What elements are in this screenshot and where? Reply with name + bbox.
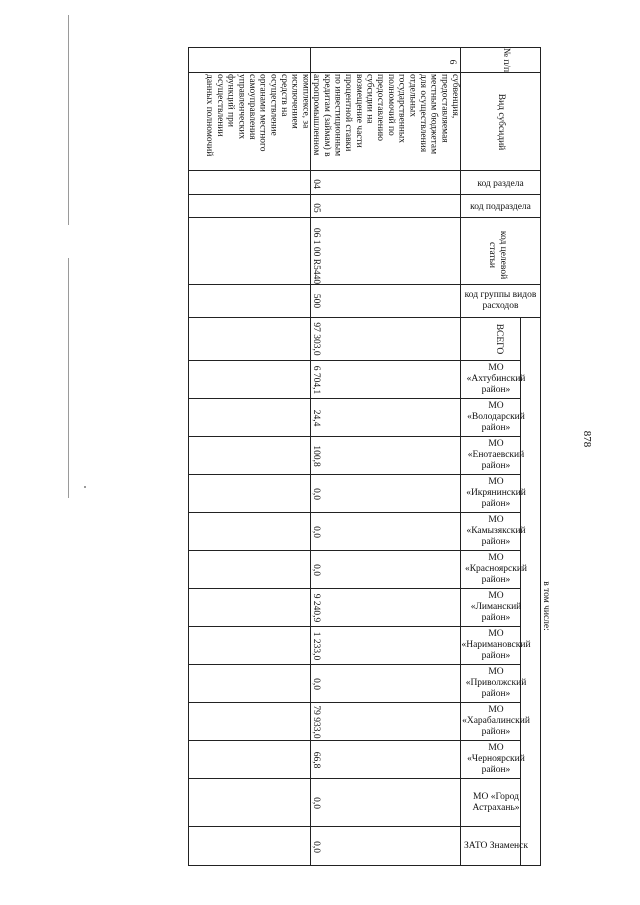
description-line: данных полномочий — [204, 74, 215, 157]
municipality-header: МО «Приволжский район» — [465, 667, 527, 699]
description-line: средств на — [279, 74, 289, 117]
scan-vertical-line — [68, 15, 69, 225]
description-line: субсидии на — [364, 74, 375, 124]
description-line: предоставлению — [375, 74, 386, 142]
header-total: ВСЕГО — [494, 323, 504, 355]
row-total: 97 303,0 — [311, 322, 321, 356]
municipality-header: МО «Харабалинский район» — [462, 705, 530, 737]
value-cell: 0,0 — [311, 564, 321, 576]
municipality-header: МО «Ахтубинский район» — [466, 363, 526, 395]
description-line: кредитам (займам) в — [321, 74, 332, 157]
scan-vertical-line — [68, 258, 69, 498]
municipality-header: МО «Камызякский район» — [466, 515, 526, 547]
row-target-code: 06 1 00 R5440 — [311, 227, 321, 285]
municipality-header: МО «Город Астрахань» — [472, 791, 520, 813]
row-num: 6 — [447, 59, 457, 65]
municipality-header: МО «Володарский район» — [467, 401, 525, 433]
header-target-code: код целевой статьи — [487, 230, 508, 280]
value-cell: 0,0 — [311, 841, 321, 853]
value-cell: 0,0 — [311, 797, 321, 809]
value-cell: 100,8 — [311, 445, 321, 467]
value-cell: 0,0 — [311, 526, 321, 538]
row-subsection-code: 05 — [311, 203, 321, 213]
value-cell: 1 233,0 — [311, 631, 321, 661]
description-line: возмещение части — [353, 74, 364, 148]
description-line: процентной ставки — [343, 74, 354, 152]
header-subsidy-type: Вид субсидий — [496, 93, 506, 151]
description-line: по инвестиционным — [332, 74, 343, 157]
value-cell: 6 704,1 — [311, 365, 321, 395]
description-line: для осуществления — [417, 74, 428, 153]
header-num: № п/п — [501, 47, 511, 73]
header-expense-group-code: код группы видов расходов — [464, 290, 537, 311]
municipality-header: МО «Наримановский район» — [461, 629, 531, 661]
municipality-header: МО «Черноярский район» — [467, 743, 525, 775]
value-cell: 9 240,9 — [311, 593, 321, 623]
value-cell: 24,4 — [311, 409, 321, 427]
description-line: исключением — [289, 74, 300, 129]
header-including: в том числе: — [541, 581, 551, 631]
value-cell: 66,8 — [311, 751, 321, 769]
header-section-code: код раздела — [477, 178, 524, 189]
description-line: осуществлении — [214, 74, 225, 137]
description-line: государственных — [396, 74, 407, 144]
municipality-header: МО «Икрянинский район» — [466, 477, 526, 509]
description-line: комплексе, за — [300, 74, 311, 129]
row-expense-group-code: 500 — [311, 293, 321, 309]
municipality-header: ЗАТО Знаменск — [464, 841, 528, 851]
municipality-header: МО «Лиманский район» — [470, 591, 522, 623]
description-line: органами местного — [257, 74, 268, 152]
municipality-header: МО «Енотаевский район» — [467, 439, 525, 471]
description-line: управленческих — [236, 74, 247, 140]
scan-dot — [84, 486, 86, 488]
header-subsection-code: код подраздела — [470, 201, 531, 212]
description-line: самоуправления — [246, 74, 257, 140]
page-number: 878 — [581, 430, 593, 448]
value-cell: 0,0 — [311, 678, 321, 690]
value-cell: 79 933,0 — [311, 705, 321, 739]
row-description — [202, 74, 460, 166]
description-line: функций при — [225, 74, 236, 127]
description-line: предоставляемая — [439, 74, 450, 143]
description-line: осуществление — [268, 74, 279, 136]
description-line: субвенция, — [450, 74, 460, 119]
value-cell: 0,0 — [311, 488, 321, 500]
municipality-header: МО «Красноярский район» — [464, 553, 528, 585]
description-line: местным бюджетам — [428, 74, 439, 155]
description-line: отдельных — [407, 74, 418, 117]
description-line: агропромышленном — [311, 74, 322, 156]
row-section-code: 04 — [311, 179, 321, 189]
description-line: полномочий по — [385, 74, 396, 136]
